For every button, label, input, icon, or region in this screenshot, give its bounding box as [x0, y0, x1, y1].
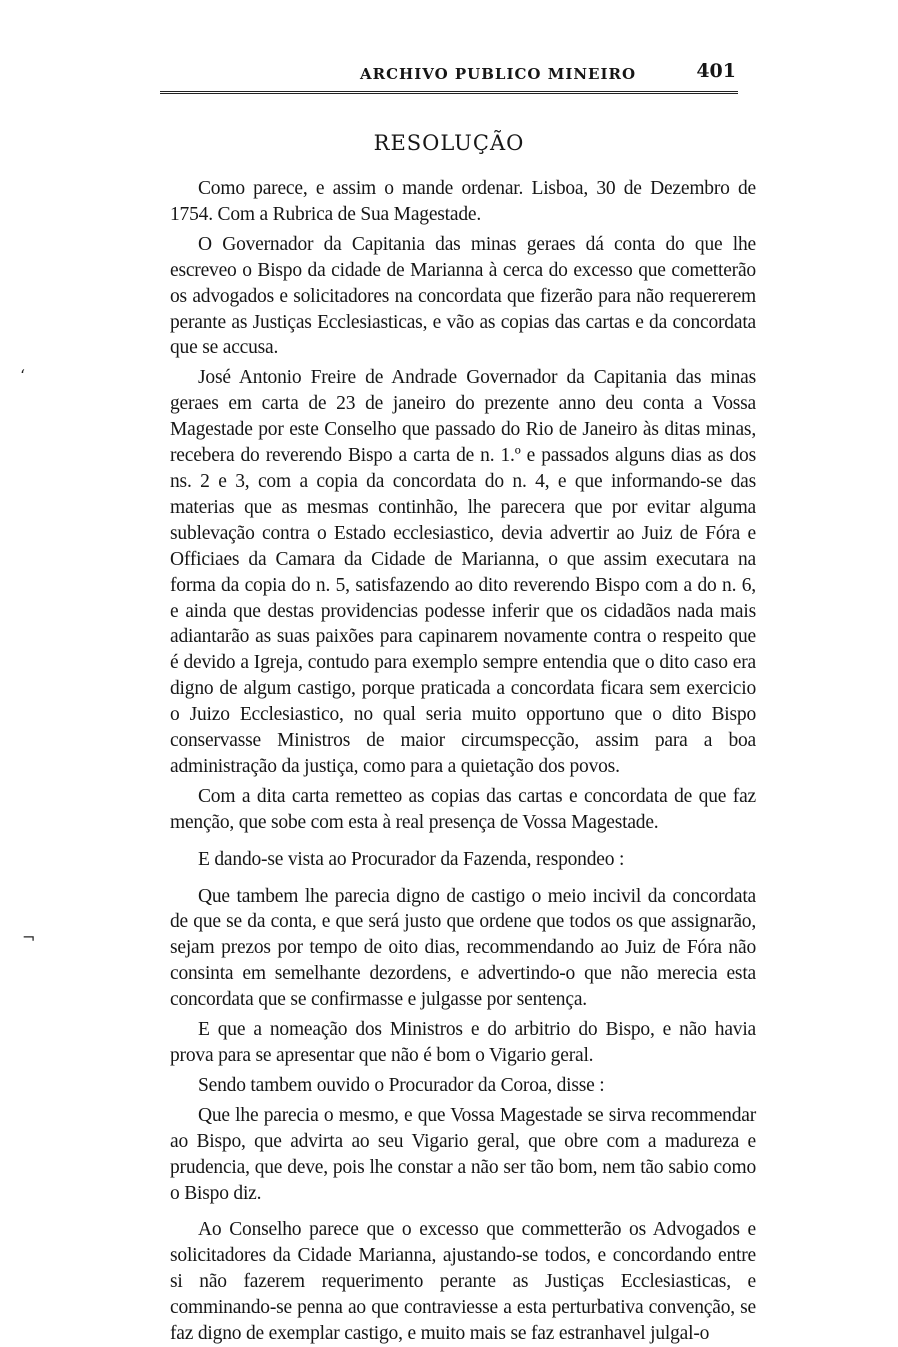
section-title: RESOLUÇÃO: [373, 131, 525, 155]
running-head: [160, 60, 740, 90]
paragraph: Que tambem lhe parecia digno de castigo o meio incivil da concordata de que se da conta, e que será justo que ordene que todos os que assignarão, sejam prezos por tempo de oito dias, recommendando ao Juiz de Fóra não consinta em semelhante dezordens, e advertindo-o que não merecia esta concordata que se confirmasse e julgasse por sentença.: [170, 885, 756, 1011]
paragraph: O Governador da Capitania das minas geraes dá conta do que lhe escreveo o Bispo da cidade de Marianna à cerca do excesso que cometterão os advogados e solicitadores na concordata que fizerão para não requererem perante as Justiças Ecclesiasticas, e vão as copias das cartas e da concordata que se accusa.: [170, 233, 756, 359]
paragraph: Ao Conselho parece que o excesso que commetterão os Advogados e solicitadores da Cidade Marianna, ajustando-se todos, e concordando entre si não fazerem requerimento perante as Justiças Ecclesiasticas, e comminando-se penna ao que contraviesse a esta perturbativa convenção, se faz digno de exemplar castigo, e muito mais se faz estranhavel julgal-o: [170, 1219, 756, 1345]
margin-mark: ʻ: [20, 366, 26, 385]
paragraph: E dando-se vista ao Procurador da Fazenda, respondeo :: [198, 848, 625, 870]
paragraph: Como parece, e assim o mande ordenar. Lisboa, 30 de Dezembro de 1754. Com a Rubrica de Sua Magestade.: [170, 178, 756, 225]
margin-mark: ¬: [22, 928, 36, 947]
journal-title: ARCHIVO PUBLICO MINEIRO: [360, 65, 637, 83]
header-rule: [160, 91, 738, 94]
paragraph: Sendo tambem ouvido o Procurador da Coroa, disse :: [198, 1074, 605, 1096]
paragraph: José Antonio Freire de Andrade Governador da Capitania das minas geraes em carta de 23 de janeiro do prezente anno deu conta a Vossa Magestade por este Conselho que passado do Rio de Janeiro às ditas minas, recebera do reverendo Bispo a carta de n. 1.º e passados alguns dias as dos ns. 2 e 3, com a copia da concordata do n. 4, e que informando-se das materias que as mesmas continhão, lhe parecera que por evitar alguma sublevação contra o Estado ecclesiastico, devia advertir ao Juiz de Fóra e Officiaes da Camara da Cidade de Marianna, o que assim executara na forma da copia do n. 5, satisfazendo ao dito reverendo Bispo com a do n. 6, e ainda que destas providencias podesse inferir que os cidadãos nada mais adiantarão as suas paixões para capinarem novamente contra o respeito que é devido a Igreja, contudo para exemplo sempre entendia que o dito caso era digno de algum castigo, porque praticada a concordata ficara sem exercicio o Juizo Ecclesiastico, no qual seria muito opportuno que o dito Bispo conservasse Ministros de maior circumspecção, assim para a boa administração da justiça, como para a quietação dos povos.: [170, 367, 756, 777]
paragraph: E que a nomeação dos Ministros e do arbitrio do Bispo, e não havia prova para se apresentar que não é bom o Vigario geral.: [170, 1019, 756, 1066]
body-text: [170, 176, 756, 1347]
paragraph: Com a dita carta remetteo as copias das cartas e concordata de que faz menção, que sobe com esta à real presença de Vossa Magestade.: [170, 785, 756, 833]
paragraph: Que lhe parecia o mesmo, e que Vossa Magestade se sirva recommendar ao Bispo, que advirta ao seu Vigario geral, que obre com a madureza e prudencia, que deve, pois lhe constar a não ser tão bom, nem tão sabio como o Bispo diz.: [170, 1104, 756, 1204]
page-number: 401: [696, 60, 736, 82]
